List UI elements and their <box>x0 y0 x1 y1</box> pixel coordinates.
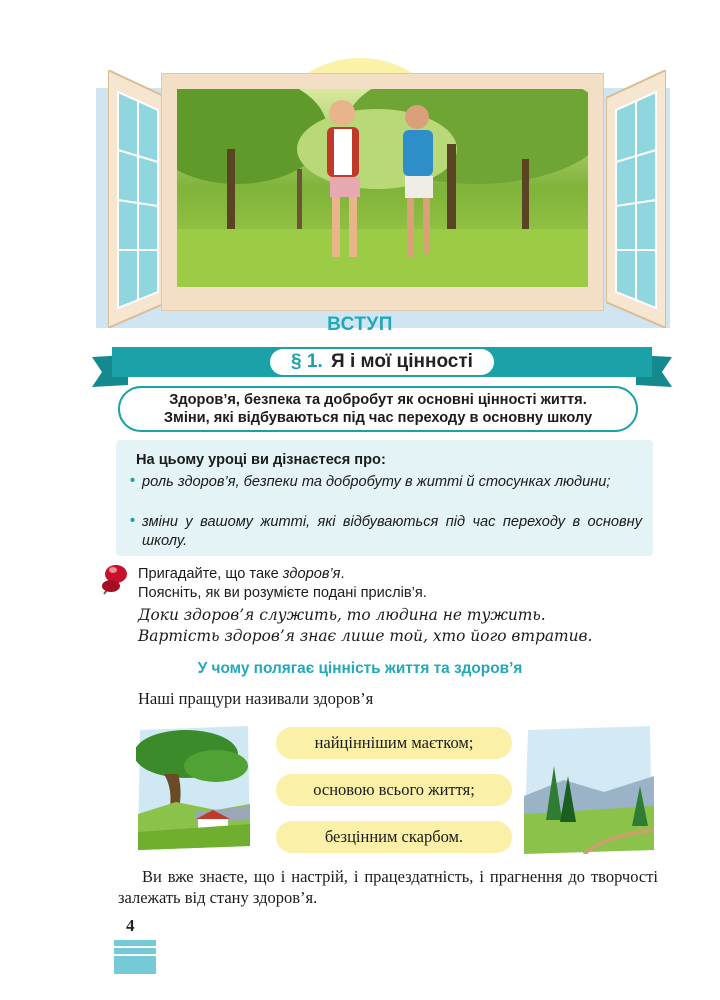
topic-line-2: Зміни, які відбуваються під час переходу в основну школу <box>163 410 593 426</box>
value-pill: безцінним скарбом. <box>276 821 512 853</box>
value-pill: найціннішим маєтком; <box>276 727 512 759</box>
landscape-tree-house-illustration <box>136 724 252 852</box>
window-shutter-left-icon <box>108 70 168 328</box>
subheading: У чому полягає цінність життя та здоров’я <box>197 660 523 677</box>
recall-term: здоров’я <box>282 566 341 582</box>
lesson-goal-text: зміни у вашому житті, які відбуваються під час переходу в основну школу. <box>142 514 642 549</box>
proverb: Доки здоров’я служить, то людина не тужить. <box>138 606 546 624</box>
topic-line-1: Здоров’я, безпека та добробут як основні цінності життя. <box>169 392 587 408</box>
lesson-goal-text: роль здоров’я, безпеки та добробуту в житті й стосунках людини; <box>142 474 611 490</box>
landscape-pine-trees-illustration <box>524 726 654 854</box>
bullet-icon: • <box>130 473 136 489</box>
section-title-text: Я і мої цінності <box>331 351 473 372</box>
section-number: § 1. <box>291 351 323 372</box>
intro-title: ВСТУП <box>327 314 393 335</box>
lesson-goals-heading: На цьому уроці ви дізнаєтеся про: <box>136 452 386 468</box>
page-number-band <box>114 940 156 974</box>
topic-box <box>118 386 638 432</box>
lesson-goal-item <box>130 473 642 492</box>
proverb: Вартість здоров’я знає лише той, хто його втратив. <box>138 627 593 645</box>
recall-prompt <box>138 566 345 582</box>
page-number: 4 <box>126 916 135 935</box>
section-title <box>270 349 494 375</box>
lesson-goal-item <box>130 513 642 551</box>
children-running-photo <box>177 89 588 287</box>
value-pill: основою всього життя; <box>276 774 512 806</box>
closing-paragraph: Ви вже знаєте, що і настрій, і працездатність, і прагнення до творчості залежать від стану здоров’я. <box>118 867 658 907</box>
lead-text: Наші пращури називали здоров’я <box>138 689 374 708</box>
window-shutter-right-icon <box>606 70 666 328</box>
recall-prompt-text: Пригадайте, що таке <box>138 566 283 582</box>
recall-instruction: Поясніть, як ви розумієте подані прислів’я. <box>138 585 427 601</box>
bullet-icon: • <box>130 513 136 529</box>
push-pin-icon <box>94 560 132 604</box>
recall-punctuation: . <box>340 566 345 582</box>
